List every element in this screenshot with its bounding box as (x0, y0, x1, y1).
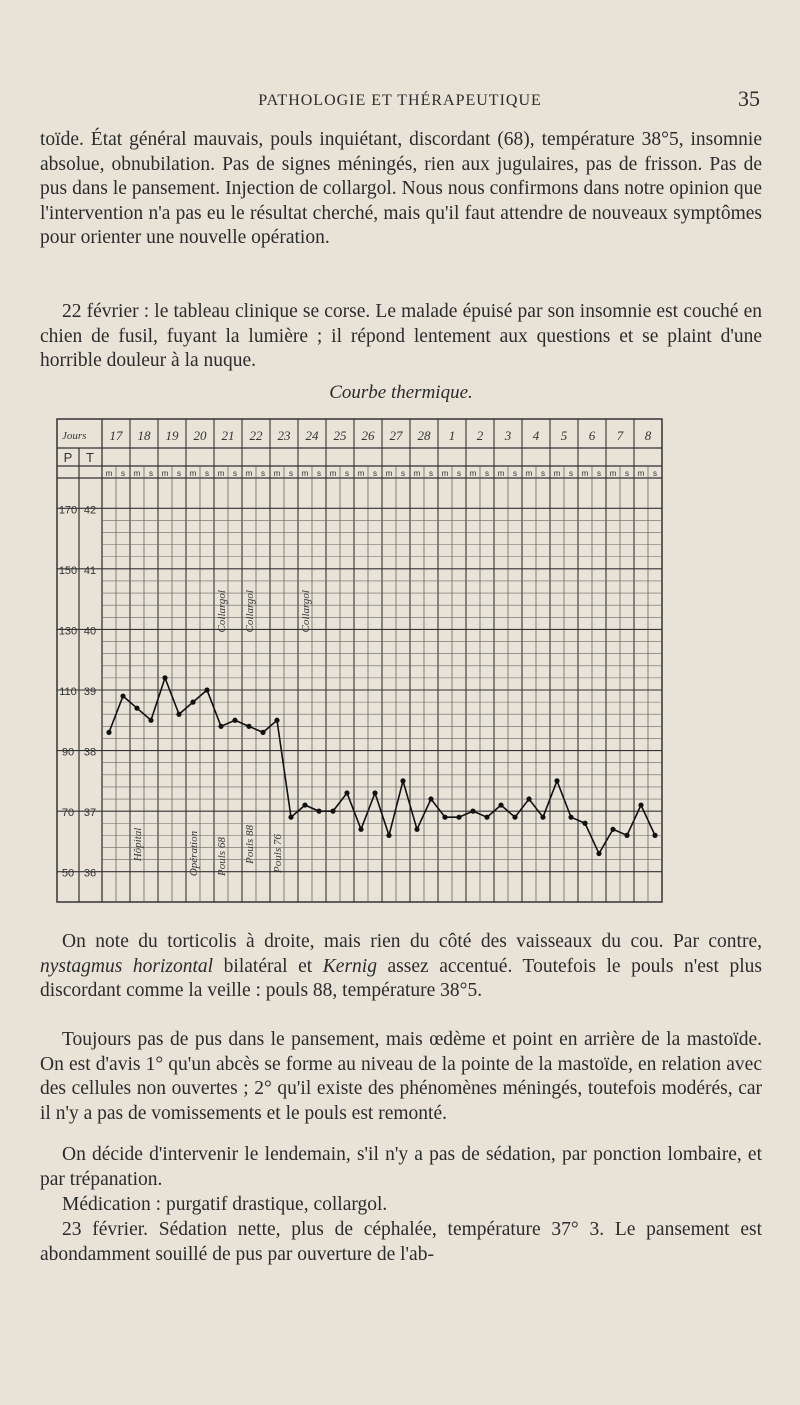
col-label-evening: s (289, 469, 293, 478)
col-label-evening: s (485, 469, 489, 478)
col-label-morning: m (581, 469, 589, 478)
paragraph-1: toïde. État général mauvais, pouls inquiétant, discordant (68), température 38°5, insomnie absolue, obnubilation. Pas de signes méningés, rien aux jugulaires, pas de frisson. Pas de pus dans le pansement. Injection de collargol. Nous nous confirmons dans notre opinion que l'intervention n'a pas eu le résultat cherché, mais qu'il faut attendre de nouveaux symptômes pour orienter une nouvelle opération. (40, 129, 762, 248)
temperature-point (568, 815, 573, 820)
day-label: 24 (305, 428, 319, 443)
temperature-point (470, 809, 475, 814)
p3-text-a: On note du torticolis à droite, mais rien du côté des vaisseaux du cou. Par contre, (62, 931, 762, 952)
page-number: 35 (738, 86, 760, 111)
col-label-morning: m (189, 469, 197, 478)
pulse-axis-header: P (63, 450, 73, 465)
p3-emphasis-nystagmus: nystagmus horizontal (40, 955, 214, 977)
col-label-evening: s (233, 469, 237, 478)
paragraph-3 (40, 930, 762, 1004)
temperature-point (386, 833, 391, 838)
day-label: 17 (109, 428, 123, 443)
p3-emphasis-kernig: Kernig (322, 955, 377, 977)
temperature-point (120, 693, 125, 698)
pulse-tick: 150 (58, 564, 78, 577)
col-label-morning: m (245, 469, 253, 478)
temp-tick: 40 (83, 625, 97, 638)
col-label-morning: m (413, 469, 421, 478)
col-label-evening: s (597, 469, 601, 478)
temp-tick: 37 (83, 807, 97, 820)
temperature-point (582, 821, 587, 826)
annotation-pouls-68: Pouls 68 (216, 837, 228, 876)
day-label: 5 (560, 428, 568, 443)
pulse-tick: 170 (58, 504, 78, 517)
day-label: 28 (417, 428, 431, 443)
day-label: 4 (532, 428, 540, 443)
col-label-evening: s (121, 469, 125, 478)
annotation-collargol: Collargol (216, 590, 228, 633)
col-label-morning: m (441, 469, 449, 478)
temperature-point (330, 809, 335, 814)
paragraph-5: On décide d'intervenir le lendemain, s'il n'y a pas de sédation, par ponction lombaire, et par trépanation. (40, 1144, 762, 1190)
temperature-point (624, 833, 629, 838)
running-title: PATHOLOGIE ET THÉRAPEUTIQUE (258, 92, 542, 109)
annotation-operation: Opération (188, 830, 200, 877)
col-label-evening: s (149, 469, 153, 478)
temp-tick: 42 (83, 504, 97, 517)
day-label: 22 (249, 428, 263, 443)
annotation-hopital: Hôpital (132, 827, 144, 862)
col-label-evening: s (401, 469, 405, 478)
temperature-point (106, 730, 111, 735)
col-label-morning: m (357, 469, 365, 478)
temperature-point (526, 796, 531, 801)
temperature-point (148, 718, 153, 723)
corner-label: Jours (62, 430, 87, 442)
annotation-pouls-76: Pouls 76 (272, 834, 284, 873)
day-label: 27 (389, 428, 403, 443)
col-label-morning: m (217, 469, 225, 478)
temperature-point (456, 815, 461, 820)
pulse-tick: 110 (59, 686, 77, 698)
temperature-point (638, 802, 643, 807)
temperature-point (540, 815, 545, 820)
temp-axis-header: T (86, 450, 94, 465)
col-label-morning: m (105, 469, 113, 478)
pulse-tick: 130 (58, 625, 78, 638)
col-label-morning: m (609, 469, 617, 478)
col-label-evening: s (569, 469, 573, 478)
temperature-point (274, 718, 279, 723)
temperature-point (442, 815, 447, 820)
col-label-morning: m (133, 469, 141, 478)
annotation-pouls-88: Pouls 88 (244, 825, 256, 864)
temp-tick: 38 (83, 746, 97, 759)
temperature-point (218, 724, 223, 729)
temperature-point (232, 718, 237, 723)
temp-tick: 39 (83, 686, 97, 698)
col-label-morning: m (385, 469, 393, 478)
day-label: 21 (221, 428, 235, 443)
temperature-point (428, 796, 433, 801)
day-label: 19 (165, 428, 179, 443)
col-label-evening: s (261, 469, 265, 478)
temperature-point (414, 827, 419, 832)
temperature-point (134, 706, 139, 711)
temperature-point (190, 700, 195, 705)
pulse-tick: 90 (61, 746, 75, 759)
temperature-point (400, 778, 405, 783)
chart-caption: Courbe thermique. (329, 382, 473, 403)
col-label-morning: m (469, 469, 477, 478)
col-label-morning: m (161, 469, 169, 478)
temperature-point (484, 815, 489, 820)
col-label-morning: m (525, 469, 533, 478)
col-label-morning: m (329, 469, 337, 478)
p3-text-b: bilatéral et (213, 955, 323, 977)
annotation-collargol: Collargol (300, 590, 312, 633)
col-label-morning: m (637, 469, 645, 478)
day-label: 2 (476, 428, 484, 443)
day-label: 6 (588, 428, 596, 443)
temperature-point (176, 712, 181, 717)
day-label: 8 (644, 428, 652, 443)
temp-tick: 41 (83, 564, 97, 577)
col-label-evening: s (373, 469, 377, 478)
temperature-point (316, 809, 321, 814)
col-label-evening: s (429, 469, 433, 478)
col-label-evening: s (345, 469, 349, 478)
temperature-point (204, 687, 209, 692)
p3-text-c: assez accentué. Toutefois le pouls n'est plus discordant comme la veille : pouls 88, température 38°5. (40, 955, 762, 1001)
paragraph-7: 23 février. Sédation nette, plus de céphalée, température 37° 3. Le pansement est abondamment souillé de pus par ouverture de l'ab- (40, 1219, 762, 1265)
paragraph-6: Médication : purgatif drastique, collargol. (62, 1194, 388, 1215)
temperature-point (162, 675, 167, 680)
col-label-evening: s (541, 469, 545, 478)
temperature-point (512, 815, 517, 820)
day-label: 7 (616, 428, 624, 443)
col-label-morning: m (553, 469, 561, 478)
paragraph-4: Toujours pas de pus dans le pansement, mais œdème et point en arrière de la mastoïde. On est d'avis 1° qu'un abcès se forme au niveau de la pointe de la mastoïde, en relation avec des cellules non ouvertes ; 2° qu'il existe des phénomènes méningés, toutefois modérés, car il n'y a pas de vomissements et le pouls est remonté. (40, 1029, 762, 1124)
col-label-evening: s (457, 469, 461, 478)
temperature-point (498, 802, 503, 807)
temperature-point (652, 833, 657, 838)
temperature-point (288, 815, 293, 820)
col-label-evening: s (177, 469, 181, 478)
col-label-evening: s (653, 469, 657, 478)
temperature-chart (56, 418, 668, 906)
day-label: 1 (448, 428, 456, 443)
temperature-point (246, 724, 251, 729)
temperature-point (302, 802, 307, 807)
day-label: 23 (277, 428, 291, 443)
pulse-tick: 50 (61, 867, 75, 880)
temperature-point (358, 827, 363, 832)
temperature-point (344, 790, 349, 795)
col-label-evening: s (205, 469, 209, 478)
day-label: 25 (333, 428, 347, 443)
page-header (40, 86, 760, 116)
temp-tick: 36 (83, 867, 97, 880)
paragraph-2: 22 février : le tableau clinique se corse. Le malade épuisé par son insomnie est couché en chien de fusil, fuyant la lumière ; il répond lentement aux questions et se plaint d'une horrible douleur à la nuque. (40, 301, 762, 371)
col-label-morning: m (301, 469, 309, 478)
annotation-collargol: Collargol (244, 590, 256, 633)
col-label-morning: m (497, 469, 505, 478)
temperature-point (372, 790, 377, 795)
col-label-evening: s (625, 469, 629, 478)
col-label-evening: s (317, 469, 321, 478)
day-label: 18 (137, 428, 151, 443)
temperature-point (260, 730, 265, 735)
temperature-point (596, 851, 601, 856)
pulse-tick: 70 (61, 807, 75, 820)
col-label-evening: s (513, 469, 517, 478)
day-label: 26 (361, 428, 375, 443)
day-label: 20 (193, 428, 207, 443)
temperature-point (610, 827, 615, 832)
day-label: 3 (504, 428, 512, 443)
col-label-morning: m (273, 469, 281, 478)
temperature-point (554, 778, 559, 783)
